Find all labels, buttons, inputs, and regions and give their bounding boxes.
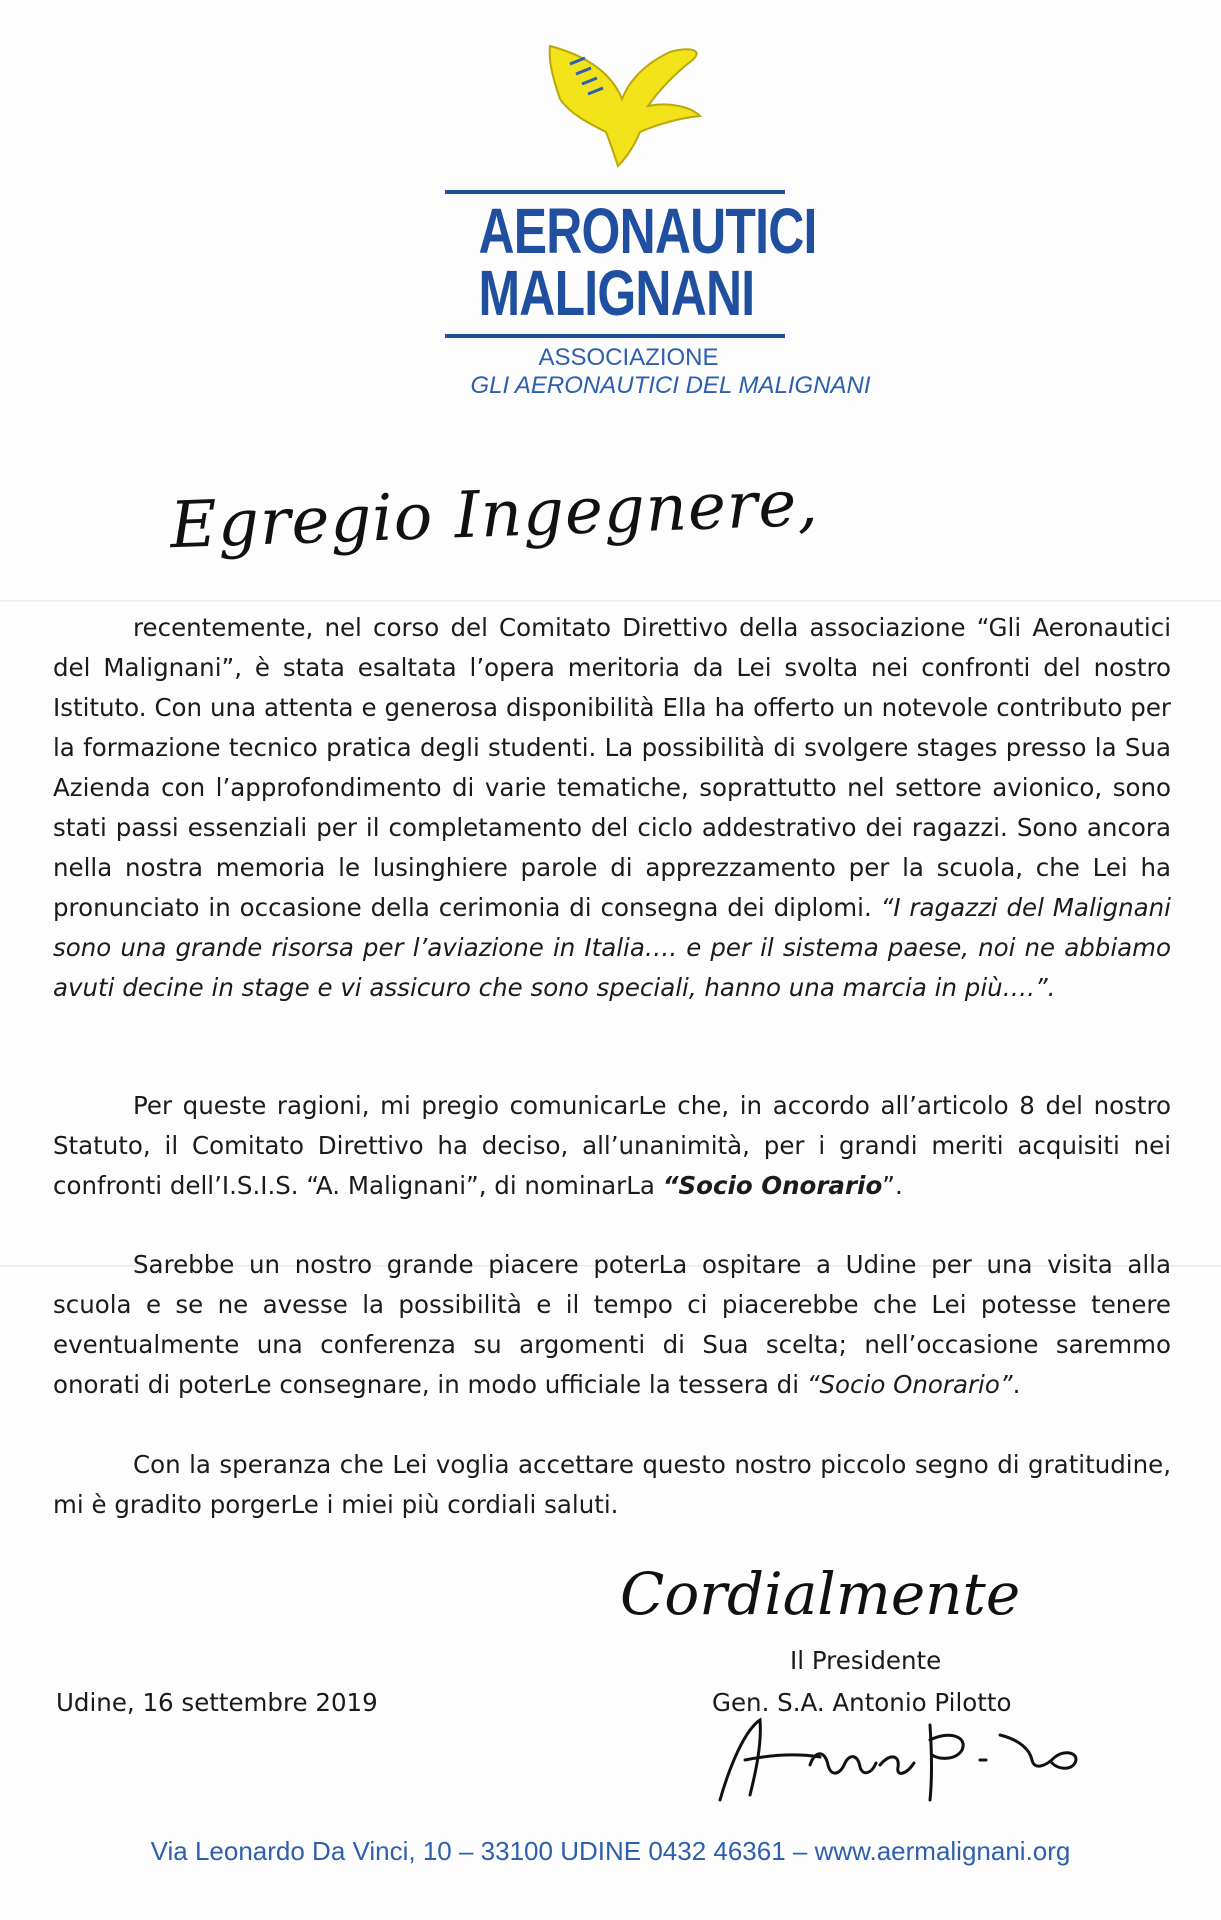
paragraph-2-text: Per queste ragioni, mi pregio comunicarLe che, in accordo all’articolo 8 del nostro Statuto, il Comitato Direttivo ha deciso, all’unanimità, per i grandi meriti acquisiti nei confronti dell’I.S.I.S. “A. Malignani”, di nominarLa [53,1091,1171,1200]
paragraph-2 [53,1086,1171,1206]
paragraph-4-text: Con la speranza che Lei voglia accettare questo nostro piccolo segno di gratitudine, mi è gradito porgerLe i miei più cordiali saluti. [53,1450,1171,1519]
president-name: Gen. S.A. Antonio Pilotto [712,1688,1012,1717]
logo-line-2: MALIGNANI [478,257,755,329]
logo-rule-bottom [445,334,785,338]
association-label: ASSOCIAZIONE [538,344,719,371]
paper-fold-line [0,600,1221,602]
paragraph-1-quote: “I ragazzi del Malignani sono una grande risorsa per l’aviazione in Italia…. e per il sistema paese, noi ne abbiamo avuti decine in stage e vi assicuro che sono speciali, hanno una marcia in più….”. [53,893,1171,1002]
president-title: Il Presidente [790,1646,942,1675]
handwritten-salutation: Egregio Ingegnere, [168,466,820,564]
paragraph-3-title: “Socio Onorario” [806,1370,1013,1399]
letter-date: Udine, 16 settembre 2019 [56,1688,378,1717]
logo-line-1: AERONAUTICI [478,195,817,267]
eagle-logo-icon [540,44,710,169]
paragraph-1-text: recentemente, nel corso del Comitato Direttivo della associazione “Gli Aeronautici del Malignani”, è stata esaltata l’opera meritoria da Lei svolta nei confronti del nostro Istituto. Con una attenta e generosa disponibilità Ella ha offerto un notevole contributo per la formazione tecnico pratica degli studenti. La possibilità di svolgere stages presso la Sua Azienda con l’approfondimento di varie tematiche, soprattutto nel settore avionico, sono stati passi essenziali per il completamento del ciclo addestrativo dei ragazzi. Sono ancora nella nostra memoria le lusinghiere parole di apprezzamento per la scuola, che Lei ha pronunciato in occasione della cerimonia di consegna dei diplomi. [53,613,1171,922]
paragraph-2-end: ”. [882,1171,903,1200]
paragraph-1 [53,608,1171,1008]
paragraph-4 [53,1445,1171,1525]
footer-address: Via Leonardo Da Vinci, 10 – 33100 UDINE 0432 46361 – www.aermalignani.org [150,1836,1071,1866]
paragraph-3 [53,1245,1171,1405]
association-name: GLI AERONAUTICI DEL MALIGNANI [470,372,871,399]
handwritten-signature [700,1705,1100,1815]
handwritten-closing: Cordialmente [620,1560,1021,1628]
paragraph-3-text: Sarebbe un nostro grande piacere poterLa ospitare a Udine per una visita alla scuola e se ne avesse la possibilità e il tempo ci piacerebbe che Lei potesse tenere eventualmente una conferenza su argomenti di Sua scelta; nell’occasione saremmo onorati di poterLe consegnare, in modo ufficiale la tessera di [53,1250,1171,1399]
association-logo [440,44,817,329]
paragraph-3-end: . [1012,1370,1021,1399]
paragraph-2-title: “Socio Onorario [662,1171,883,1200]
